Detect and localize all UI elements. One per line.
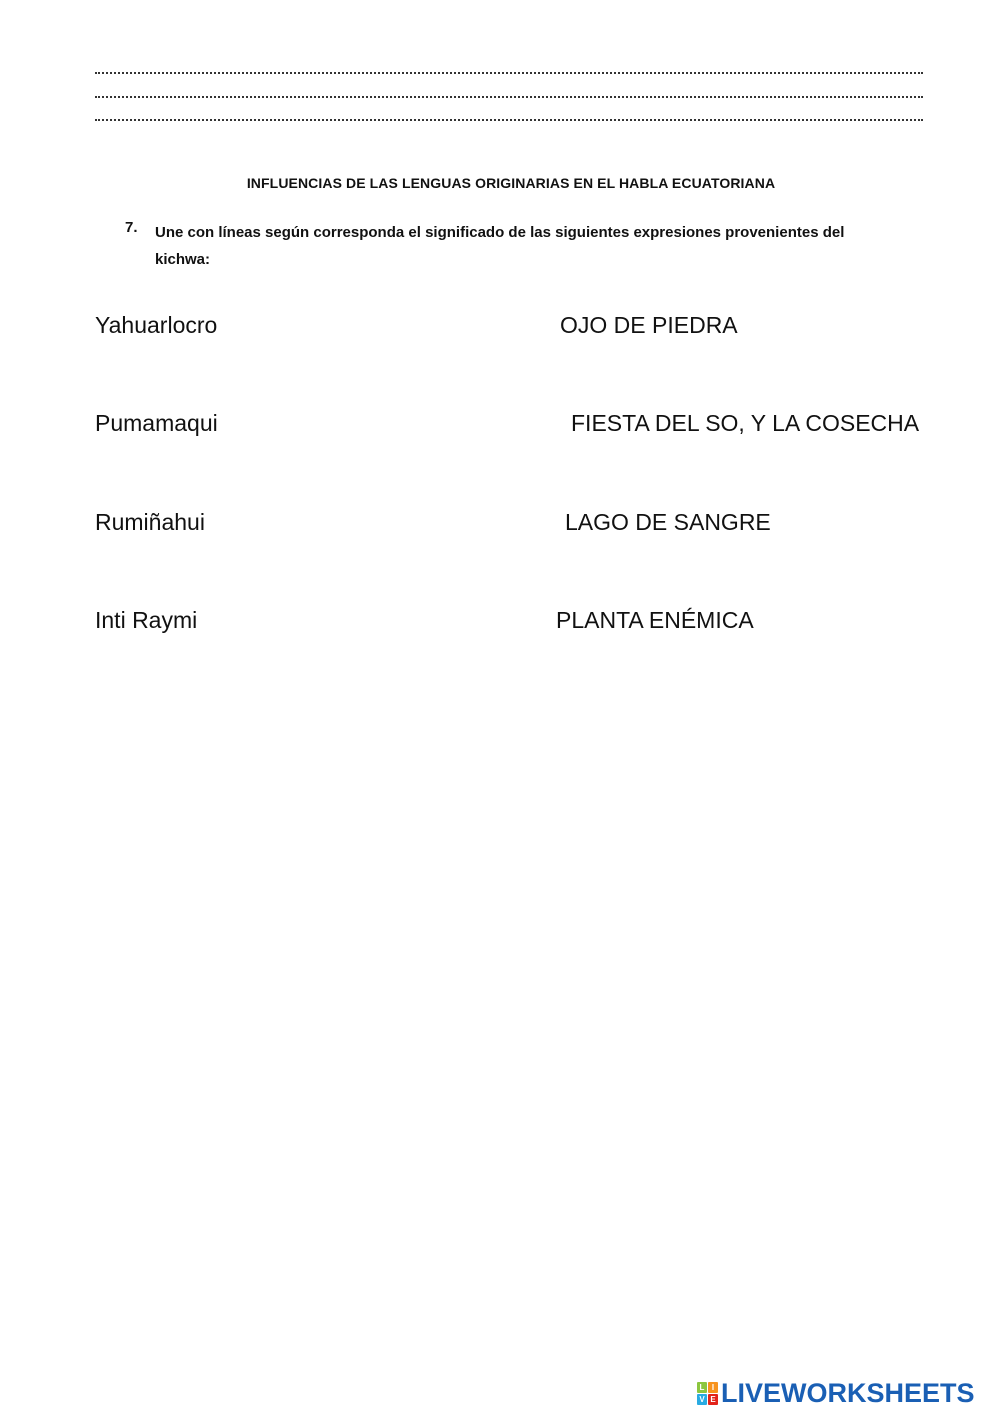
term-inti-raymi[interactable]: Inti Raymi bbox=[95, 607, 198, 633]
meaning-fiesta-del-sol[interactable]: FIESTA DEL SO, Y LA COSECHA bbox=[571, 410, 920, 436]
term-pumamaqui[interactable]: Pumamaqui bbox=[95, 410, 218, 436]
meaning-planta-endemica[interactable]: PLANTA ENÉMICA bbox=[556, 607, 754, 633]
liveworksheets-logo bbox=[697, 1380, 975, 1406]
meaning-lago-de-sangre[interactable]: LAGO DE SANGRE bbox=[565, 509, 771, 535]
logo-mark-icon bbox=[697, 1382, 718, 1405]
question-text: Une con líneas según corresponda el significado de las siguientes expresiones provenientes del kichwa: bbox=[155, 224, 845, 268]
section-title: INFLUENCIAS DE LAS LENGUAS ORIGINARIAS EN EL HABLA ECUATORIANA bbox=[246, 175, 776, 191]
logo-text: LIVEWORKSHEETS bbox=[721, 1378, 975, 1408]
logo-tile: E bbox=[708, 1394, 718, 1405]
logo-tile: I bbox=[708, 1382, 718, 1393]
logo-tile: V bbox=[697, 1394, 707, 1405]
logo-tile: L bbox=[697, 1382, 707, 1393]
answer-line bbox=[95, 119, 923, 121]
answer-line bbox=[95, 96, 923, 98]
answer-line bbox=[95, 72, 923, 74]
question-number: 7. bbox=[125, 219, 138, 236]
term-ruminahui[interactable]: Rumiñahui bbox=[95, 509, 205, 535]
meaning-ojo-de-piedra[interactable]: OJO DE PIEDRA bbox=[560, 312, 738, 338]
term-yahuarlocro[interactable]: Yahuarlocro bbox=[95, 312, 218, 338]
